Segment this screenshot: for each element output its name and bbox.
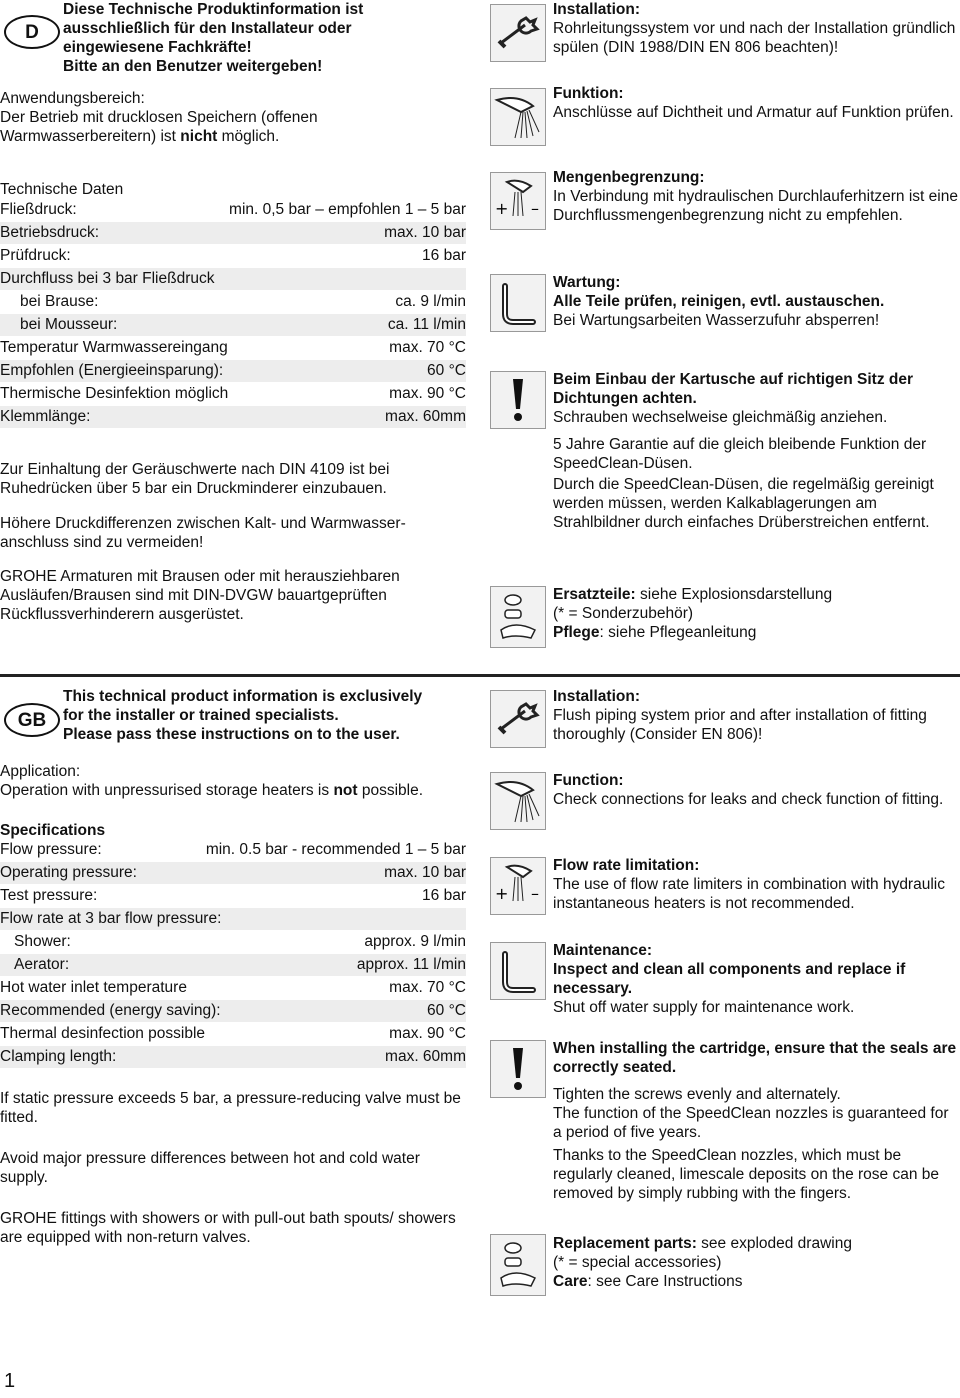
spec-row: Flow pressure: min. 0.5 bar - recommended 1 – 5 bar: [0, 841, 466, 858]
spare-parts-icon: [490, 1234, 546, 1296]
spec-row: Flow rate at 3 bar flow pressure:: [0, 908, 466, 930]
spec-row: Temperatur Warmwassereingang max. 70 °C: [0, 339, 466, 356]
gb-flow-limitation: Flow rate limitation: The use of flow rate limiters in combination with hydraulic instantaneous heaters is not recommended.: [553, 857, 945, 912]
spec-row: bei Brause: ca. 9 l/min: [20, 293, 466, 310]
spec-row: bei Mousseur: ca. 11 l/min: [0, 314, 466, 336]
de-installation: Installation: Rohrleitungssystem vor und nach der Installation gründlich spülen (DIN 1988/DIN EN 806 beachten)!: [553, 1, 956, 56]
de-application-title: Anwendungsbereich:: [0, 90, 145, 107]
section-divider: [0, 674, 960, 677]
spare-parts-icon: [490, 586, 546, 648]
page-number: 1: [4, 1370, 16, 1392]
language-badge-de: D: [4, 15, 60, 49]
spec-row: Hot water inlet temperature max. 70 °C: [0, 979, 466, 996]
de-header: Diese Technische Produktinformation ist ausschließlich für den Installateur oder eingewiesene Fachkräfte! Bitte an den Benutzer weitergeben!: [63, 1, 364, 75]
wrench-icon: [490, 690, 546, 748]
spec-row: Klemmlänge: max. 60mm: [0, 406, 466, 428]
language-badge-gb: GB: [4, 703, 60, 737]
de-pressure-note: Höhere Druckdifferenzen zwischen Kalt- und Warmwasser- anschluss sind zu vermeiden!: [0, 515, 406, 551]
exclamation-icon: [490, 371, 546, 429]
gb-installation: Installation: Flush piping system prior and after installation of fitting thoroughly (Consider EN 806)!: [553, 688, 927, 743]
spec-row: Recommended (energy saving): 60 °C: [0, 1000, 466, 1022]
gb-spare-parts: Replacement parts: see exploded drawing (* = special accessories) Care: see Care Instructions: [553, 1235, 852, 1290]
de-noise-note: Zur Einhaltung der Geräuschwerte nach DIN 4109 ist bei Ruhedrücken über 5 bar ein Druckminderer einzubauen.: [0, 461, 390, 497]
spec-row: Empfohlen (Energieeinsparung): 60 °C: [0, 360, 466, 382]
de-maintenance: Wartung: Alle Teile prüfen, reinigen, evtl. austauschen. Bei Wartungsarbeiten Wasserzufuhr absperren!: [553, 274, 885, 329]
spec-row: Clamping length: max. 60mm: [0, 1046, 466, 1068]
de-application: Anwendungsbereich: Der Betrieb mit drucklosen Speichern (offenen Warmwasserbereitern) ist nicht möglich.: [0, 89, 470, 146]
spec-row: Durchfluss bei 3 bar Fließdruck: [0, 268, 466, 290]
wrench-icon: [490, 4, 546, 62]
flow-limit-icon: [490, 172, 546, 230]
gb-application: Application: Operation with unpressurised storage heaters is not possible.: [0, 763, 424, 799]
spec-row: Operating pressure: max. 10 bar: [0, 862, 466, 884]
gb-backflow-note: GROHE fittings with showers or with pull-out bath spouts/ showers are equipped with non-return valves.: [0, 1210, 456, 1246]
gb-pressure-valve-note: If static pressure exceeds 5 bar, a pressure-reducing valve must be fitted.: [0, 1090, 461, 1126]
gb-pressure-difference-note: Avoid major pressure differences between hot and cold water supply.: [0, 1150, 420, 1186]
gb-specs-title: Specifications: [0, 822, 106, 839]
de-spare-parts: Ersatzteile: siehe Explosionsdarstellung (* = Sonderzubehör) Pflege: siehe Pflegeanleitung: [553, 586, 833, 641]
spec-row: Test pressure: 16 bar: [0, 887, 466, 904]
svg-text:–: –: [531, 884, 539, 903]
hex-key-icon: [490, 942, 546, 1000]
svg-text:+: +: [495, 199, 509, 218]
de-specs-title: Technische Daten: [0, 181, 124, 198]
spec-row: Aerator: approx. 11 l/min: [0, 954, 466, 976]
svg-text:–: –: [531, 199, 539, 218]
gb-maintenance: Maintenance: Inspect and clean all components and replace if necessary. Shut off water supply for maintenance work.: [553, 942, 906, 1016]
de-warning: Beim Einbau der Kartusche auf richtigen Sitz der Dichtungen achten. Schrauben wechselweise gleichmäßig anziehen. 5 Jahre Garantie auf die gleich bleibende Funktion der SpeedClean-Düsen. Durch die SpeedClean-Düsen, die regelmäßig gereinigt werden müssen, werden Kalkablagerungen am Strahlbildner durch einfaches Drüberstreichen entfernt.: [553, 371, 934, 531]
svg-text:+: +: [495, 884, 509, 903]
gb-function: Function: Check connections for leaks and check function of fitting.: [553, 772, 944, 808]
de-backflow-note: GROHE Armaturen mit Brausen oder mit herausziehbaren Ausläufen/Brausen sind mit DIN-DVGW bauartgeprüften Rückflussverhinderern ausgerüstet.: [0, 568, 400, 623]
spec-row: Thermal desinfection possible max. 90 °C: [0, 1025, 466, 1042]
hex-key-icon: [490, 274, 546, 332]
exclamation-icon: [490, 1040, 546, 1098]
flow-limit-icon: [490, 857, 546, 915]
de-function: Funktion: Anschlüsse auf Dichtheit und Armatur auf Funktion prüfen.: [553, 85, 954, 121]
spec-row: Fließdruck: min. 0,5 bar – empfohlen 1 – 5 bar: [0, 201, 466, 218]
spec-row: Shower: approx. 9 l/min: [14, 933, 466, 950]
gb-warning: When installing the cartridge, ensure that the seals are correctly seated. Tighten the screws evenly and alternately. The function of the SpeedClean nozzles is guaranteed for a period of five years. Thanks to the SpeedClean nozzles, which must be regularly cleaned, limescale deposits on the rose can be removed by simply rubbing with the fingers.: [553, 1040, 957, 1202]
shower-head-icon: [490, 88, 546, 146]
gb-header: This technical product information is exclusively for the installer or trained specialists. Please pass these instructions on to the user.: [63, 688, 423, 743]
spec-row: Betriebsdruck: max. 10 bar: [0, 222, 466, 244]
spec-row: Thermische Desinfektion möglich max. 90 °C: [0, 385, 466, 402]
spec-row: Prüfdruck: 16 bar: [0, 247, 466, 264]
de-flow-limitation: Mengenbegrenzung: In Verbindung mit hydraulischen Durchlauferhitzern ist eine Durchflussmengenbegrenzung nicht zu empfehlen.: [553, 169, 958, 224]
shower-head-icon: [490, 772, 546, 830]
